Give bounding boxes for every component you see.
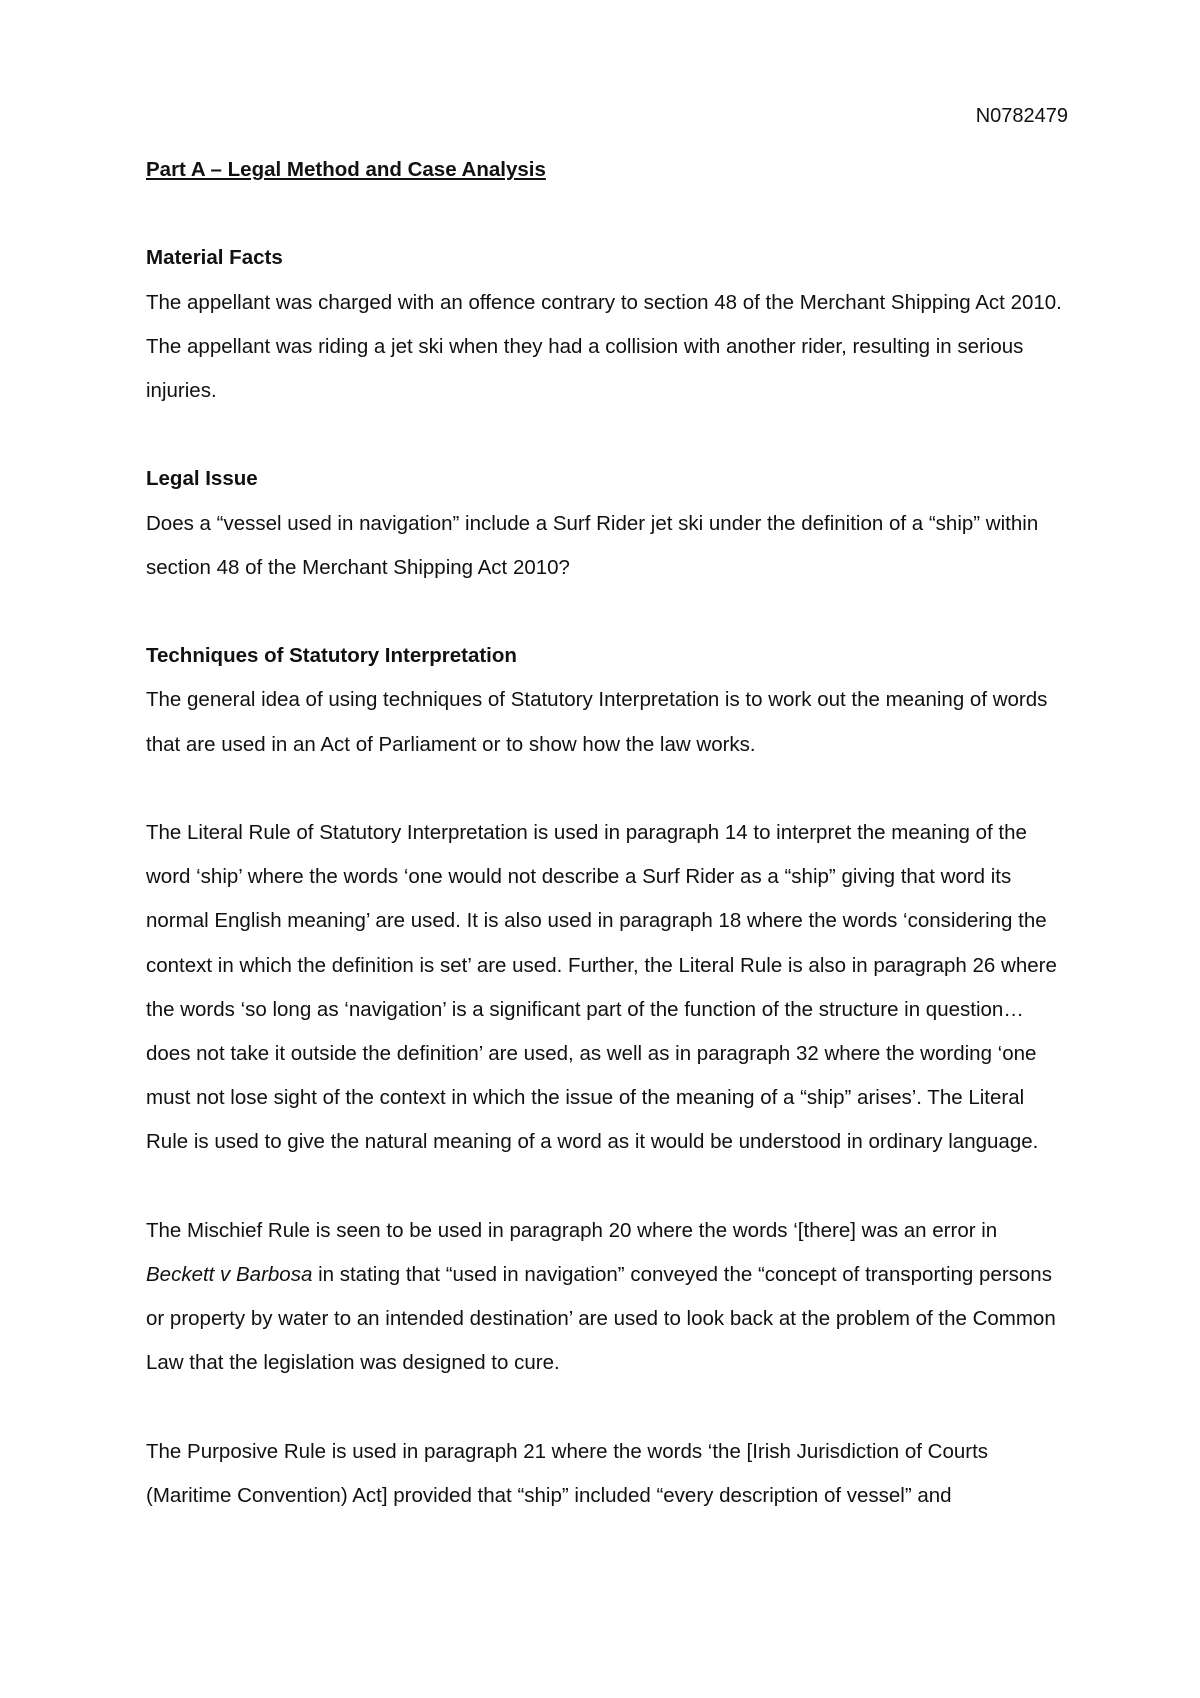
document-body [146, 148, 1066, 1518]
techniques-intro-paragraph: The general idea of using techniques of Statutory Interpretation is to work out the meaning of words that are used in an Act of Parliament or to show how the law works. [146, 688, 1048, 756]
case-name: Beckett v Barbosa [146, 1263, 313, 1286]
mischief-rule-paragraph [146, 1209, 1066, 1386]
page-title: Part A – Legal Method and Case Analysis [146, 158, 546, 181]
paragraph-gap [146, 413, 1066, 457]
legal-issue-heading: Legal Issue [146, 467, 258, 491]
paragraph-gap [146, 1165, 1066, 1209]
student-id: N0782479 [975, 105, 1068, 127]
paragraph-gap [146, 1386, 1066, 1430]
literal-rule-paragraph: The Literal Rule of Statutory Interpretation is used in paragraph 14 to interpret the meaning of the word ‘ship’ where the words ‘one would not describe a Surf Rider as a “ship” giving that word its normal English meaning’ are used. It is also used in paragraph 18 where the words ‘considering the context in which the definition is set’ are used. Further, the Literal Rule is also in paragraph 26 where the words ‘so long as ‘navigation’ is a significant part of the function of the structure in question… does not take it outside the definition’ are used, as well as in paragraph 32 where the wording ‘one must not lose sight of the context in which the issue of the meaning of a “ship” arises’. The Literal Rule is used to give the natural meaning of a word as it would be understood in ordinary language. [146, 820, 1057, 1154]
material-facts-paragraph: The appellant was charged with an offence contrary to section 48 of the Merchant Shipping Act 2010. The appellant was riding a jet ski when they had a collision with another rider, resulting in serious injuries. [146, 290, 1062, 402]
techniques-heading: Techniques of Statutory Interpretation [146, 644, 517, 668]
paragraph-gap [146, 767, 1066, 811]
paragraph-gap [146, 590, 1066, 634]
mischief-rule-text-before: The Mischief Rule is seen to be used in paragraph 20 where the words ‘[there] was an error in [146, 1218, 998, 1242]
purposive-rule-paragraph: The Purposive Rule is used in paragraph 21 where the words ‘the [Irish Jurisdiction of Courts (Maritime Convention) Act] provided that “ship” included “every description of vessel” and [146, 1439, 989, 1507]
mischief-rule-text-after: in stating that “used in navigation” conveyed the “concept of transporting persons or property by water to an intended destination’ are used to look back at the problem of the Common Law that the legislation was designed to cure. [146, 1263, 1056, 1375]
material-facts-heading: Material Facts [146, 246, 283, 270]
legal-issue-paragraph: Does a “vessel used in navigation” include a Surf Rider jet ski under the definition of a “ship” within section 48 of the Merchant Shipping Act 2010? [146, 511, 1039, 579]
